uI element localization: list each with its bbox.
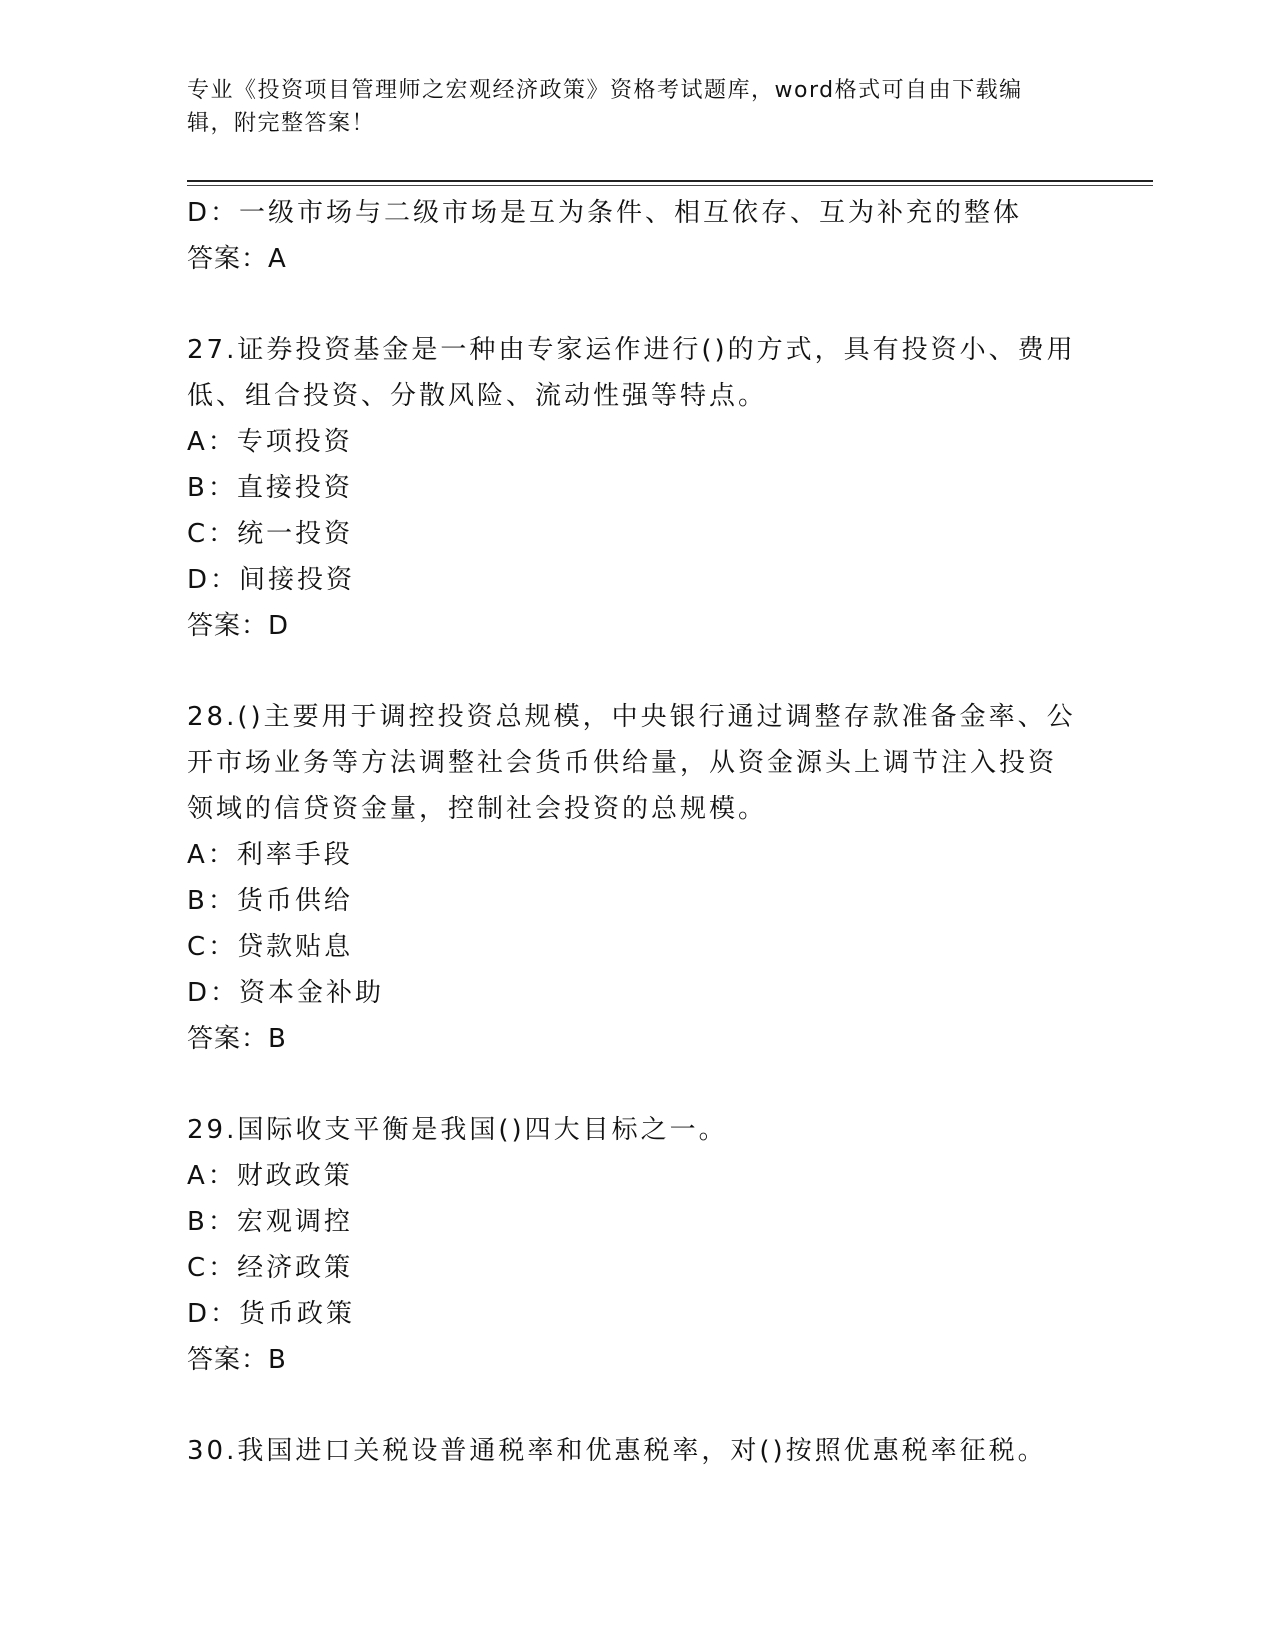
answer: 答案：B xyxy=(187,1024,287,1054)
document-header xyxy=(187,74,1067,140)
option-d: D：间接投资 xyxy=(187,565,356,595)
option-c: C：经济政策 xyxy=(187,1253,354,1283)
option-d: D：资本金补助 xyxy=(187,978,385,1008)
question-text-line: 30.我国进口关税设普通税率和优惠税率，对()按照优惠税率征税。 xyxy=(187,1436,1047,1466)
answer: 答案：D xyxy=(187,611,290,641)
option-d: D：货币政策 xyxy=(187,1299,356,1329)
question-text xyxy=(187,1428,1087,1474)
option-a: A：专项投资 xyxy=(187,427,353,457)
header-line-1: 专业《投资项目管理师之宏观经济政策》资格考试题库，word格式可自由下载编 xyxy=(187,78,1023,103)
option-b: B：宏观调控 xyxy=(187,1207,353,1237)
previous-question-tail xyxy=(187,190,1087,282)
question-30 xyxy=(187,1428,1087,1474)
question-text-line: 29.国际收支平衡是我国()四大目标之一。 xyxy=(187,1115,728,1145)
question-list xyxy=(187,190,1087,1474)
header-divider-thin xyxy=(187,185,1153,186)
question-text-line: 低、组合投资、分散风险、流动性强等特点。 xyxy=(187,381,768,411)
option-c: C：贷款贴息 xyxy=(187,932,354,962)
option-a: A：财政政策 xyxy=(187,1161,353,1191)
answer: 答案：A xyxy=(187,244,287,274)
header-divider-thick xyxy=(187,180,1153,182)
option-a: A：利率手段 xyxy=(187,840,353,870)
question-text xyxy=(187,694,1087,832)
question-text-line: 开市场业务等方法调整社会货币供给量，从资金源头上调节注入投资 xyxy=(187,748,1058,778)
answer: 答案：B xyxy=(187,1345,287,1375)
question-text xyxy=(187,1107,1087,1153)
question-text-line: 27.证券投资基金是一种由专家运作进行()的方式，具有投资小、费用 xyxy=(187,335,1076,365)
option-d: D：一级市场与二级市场是互为条件、相互依存、互为补充的整体 xyxy=(187,198,1023,228)
option-b: B：直接投资 xyxy=(187,473,353,503)
question-28 xyxy=(187,694,1087,1062)
question-text-line: 领域的信贷资金量，控制社会投资的总规模。 xyxy=(187,794,768,824)
question-text-line: 28.()主要用于调控投资总规模，中央银行通过调整存款准备金率、公 xyxy=(187,702,1076,732)
header-line-2: 辑，附完整答案！ xyxy=(187,111,376,136)
question-text xyxy=(187,327,1087,419)
option-b: B：货币供给 xyxy=(187,886,353,916)
question-29 xyxy=(187,1107,1087,1383)
option-c: C：统一投资 xyxy=(187,519,354,549)
question-27 xyxy=(187,327,1087,649)
